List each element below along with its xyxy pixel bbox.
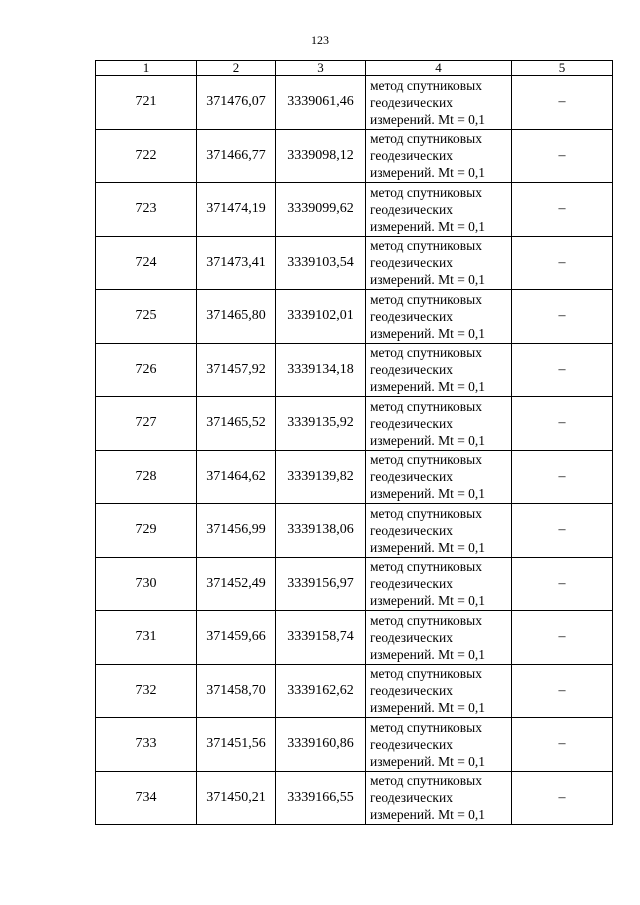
method-cell <box>366 611 512 665</box>
method-line-2: геодезических <box>370 683 453 699</box>
header-col-4: 4 <box>366 61 512 76</box>
method-line-3: измерений. Mt = 0,1 <box>370 646 486 662</box>
method-line-2: геодезических <box>370 576 453 592</box>
method-line-3: измерений. Mt = 0,1 <box>370 593 486 609</box>
method-line-1: метод спутниковых <box>370 452 482 468</box>
table-row <box>96 504 613 558</box>
method-line-2: геодезических <box>370 522 453 538</box>
method-line-3: измерений. Mt = 0,1 <box>370 807 486 823</box>
col5-cell: – <box>512 129 613 183</box>
y-coordinate-cell: 3339134,18 <box>276 343 366 397</box>
col5-cell: – <box>512 771 613 825</box>
y-coordinate-cell: 3339158,74 <box>276 611 366 665</box>
method-line-3: измерений. Mt = 0,1 <box>370 272 486 288</box>
point-number-cell: 731 <box>96 611 197 665</box>
method-line-2: геодезических <box>370 148 453 164</box>
method-line-2: геодезических <box>370 255 453 271</box>
method-line-2: геодезических <box>370 736 453 752</box>
point-number-cell: 727 <box>96 397 197 451</box>
method-line-2: геодезических <box>370 790 453 806</box>
point-number-cell: 721 <box>96 76 197 130</box>
method-line-1: метод спутниковых <box>370 773 482 789</box>
point-number-cell: 724 <box>96 236 197 290</box>
point-number-cell: 726 <box>96 343 197 397</box>
method-cell <box>366 664 512 718</box>
x-coordinate-cell: 371458,70 <box>197 664 276 718</box>
x-coordinate-cell: 371457,92 <box>197 343 276 397</box>
col5-cell: – <box>512 664 613 718</box>
y-coordinate-cell: 3339061,46 <box>276 76 366 130</box>
x-coordinate-cell: 371474,19 <box>197 183 276 237</box>
method-line-2: геодезических <box>370 308 453 324</box>
x-coordinate-cell: 371466,77 <box>197 129 276 183</box>
table-row <box>96 76 613 130</box>
header-col-3: 3 <box>276 61 366 76</box>
method-cell <box>366 183 512 237</box>
method-cell <box>366 236 512 290</box>
method-line-3: измерений. Mt = 0,1 <box>370 539 486 555</box>
point-number-cell: 733 <box>96 718 197 772</box>
method-line-2: геодезических <box>370 362 453 378</box>
y-coordinate-cell: 3339162,62 <box>276 664 366 718</box>
y-coordinate-cell: 3339138,06 <box>276 504 366 558</box>
method-line-2: геодезических <box>370 469 453 485</box>
y-coordinate-cell: 3339156,97 <box>276 557 366 611</box>
y-coordinate-cell: 3339135,92 <box>276 397 366 451</box>
method-line-1: метод спутниковых <box>370 398 482 414</box>
method-cell <box>366 343 512 397</box>
col5-cell: – <box>512 343 613 397</box>
method-line-3: измерений. Mt = 0,1 <box>370 218 486 234</box>
table-row <box>96 290 613 344</box>
point-number-cell: 725 <box>96 290 197 344</box>
point-number-cell: 723 <box>96 183 197 237</box>
method-line-3: измерений. Mt = 0,1 <box>370 486 486 502</box>
method-line-2: геодезических <box>370 94 453 110</box>
method-line-1: метод спутниковых <box>370 345 482 361</box>
method-line-1: метод спутниковых <box>370 505 482 521</box>
col5-cell: – <box>512 76 613 130</box>
y-coordinate-cell: 3339139,82 <box>276 450 366 504</box>
point-number-cell: 730 <box>96 557 197 611</box>
method-cell <box>366 290 512 344</box>
method-line-1: метод спутниковых <box>370 291 482 307</box>
x-coordinate-cell: 371465,52 <box>197 397 276 451</box>
method-cell <box>366 771 512 825</box>
method-line-1: метод спутниковых <box>370 612 482 628</box>
table-header-row <box>96 61 613 76</box>
y-coordinate-cell: 3339166,55 <box>276 771 366 825</box>
y-coordinate-cell: 3339099,62 <box>276 183 366 237</box>
x-coordinate-cell: 371464,62 <box>197 450 276 504</box>
col5-cell: – <box>512 397 613 451</box>
page-number: 123 <box>311 33 329 47</box>
col5-cell: – <box>512 450 613 504</box>
table-row <box>96 718 613 772</box>
table-row <box>96 129 613 183</box>
method-cell <box>366 450 512 504</box>
point-number-cell: 732 <box>96 664 197 718</box>
method-line-2: геодезических <box>370 415 453 431</box>
x-coordinate-cell: 371476,07 <box>197 76 276 130</box>
method-line-3: измерений. Mt = 0,1 <box>370 753 486 769</box>
header-col-2: 2 <box>197 61 276 76</box>
x-coordinate-cell: 371473,41 <box>197 236 276 290</box>
x-coordinate-cell: 371451,56 <box>197 718 276 772</box>
method-line-3: измерений. Mt = 0,1 <box>370 165 486 181</box>
col5-cell: – <box>512 236 613 290</box>
method-cell <box>366 718 512 772</box>
table-row <box>96 397 613 451</box>
col5-cell: – <box>512 290 613 344</box>
method-line-3: измерений. Mt = 0,1 <box>370 325 486 341</box>
method-line-3: измерений. Mt = 0,1 <box>370 379 486 395</box>
col5-cell: – <box>512 504 613 558</box>
x-coordinate-cell: 371459,66 <box>197 611 276 665</box>
col5-cell: – <box>512 183 613 237</box>
table-row <box>96 771 613 825</box>
table-row <box>96 183 613 237</box>
table-row <box>96 450 613 504</box>
point-number-cell: 728 <box>96 450 197 504</box>
point-number-cell: 722 <box>96 129 197 183</box>
table-row <box>96 611 613 665</box>
table-row <box>96 664 613 718</box>
method-line-2: геодезических <box>370 629 453 645</box>
header-col-5: 5 <box>512 61 613 76</box>
x-coordinate-cell: 371456,99 <box>197 504 276 558</box>
method-line-1: метод спутниковых <box>370 666 482 682</box>
method-line-1: метод спутниковых <box>370 184 482 200</box>
method-line-1: метод спутниковых <box>370 719 482 735</box>
table-row <box>96 236 613 290</box>
header-col-1: 1 <box>96 61 197 76</box>
method-line-3: измерений. Mt = 0,1 <box>370 432 486 448</box>
method-line-1: метод спутниковых <box>370 238 482 254</box>
col5-cell: – <box>512 557 613 611</box>
method-line-1: метод спутниковых <box>370 559 482 575</box>
col5-cell: – <box>512 718 613 772</box>
method-cell <box>366 397 512 451</box>
method-line-1: метод спутниковых <box>370 131 482 147</box>
method-cell <box>366 129 512 183</box>
y-coordinate-cell: 3339160,86 <box>276 718 366 772</box>
y-coordinate-cell: 3339103,54 <box>276 236 366 290</box>
table-row <box>96 343 613 397</box>
col5-cell: – <box>512 611 613 665</box>
point-number-cell: 734 <box>96 771 197 825</box>
x-coordinate-cell: 371465,80 <box>197 290 276 344</box>
method-cell <box>366 76 512 130</box>
x-coordinate-cell: 371450,21 <box>197 771 276 825</box>
y-coordinate-cell: 3339102,01 <box>276 290 366 344</box>
method-line-3: измерений. Mt = 0,1 <box>370 111 486 127</box>
method-cell <box>366 557 512 611</box>
method-line-3: измерений. Mt = 0,1 <box>370 700 486 716</box>
method-cell <box>366 504 512 558</box>
method-line-2: геодезических <box>370 201 453 217</box>
table-row <box>96 557 613 611</box>
x-coordinate-cell: 371452,49 <box>197 557 276 611</box>
point-number-cell: 729 <box>96 504 197 558</box>
coordinates-table <box>95 60 613 825</box>
method-line-1: метод спутниковых <box>370 77 482 93</box>
y-coordinate-cell: 3339098,12 <box>276 129 366 183</box>
